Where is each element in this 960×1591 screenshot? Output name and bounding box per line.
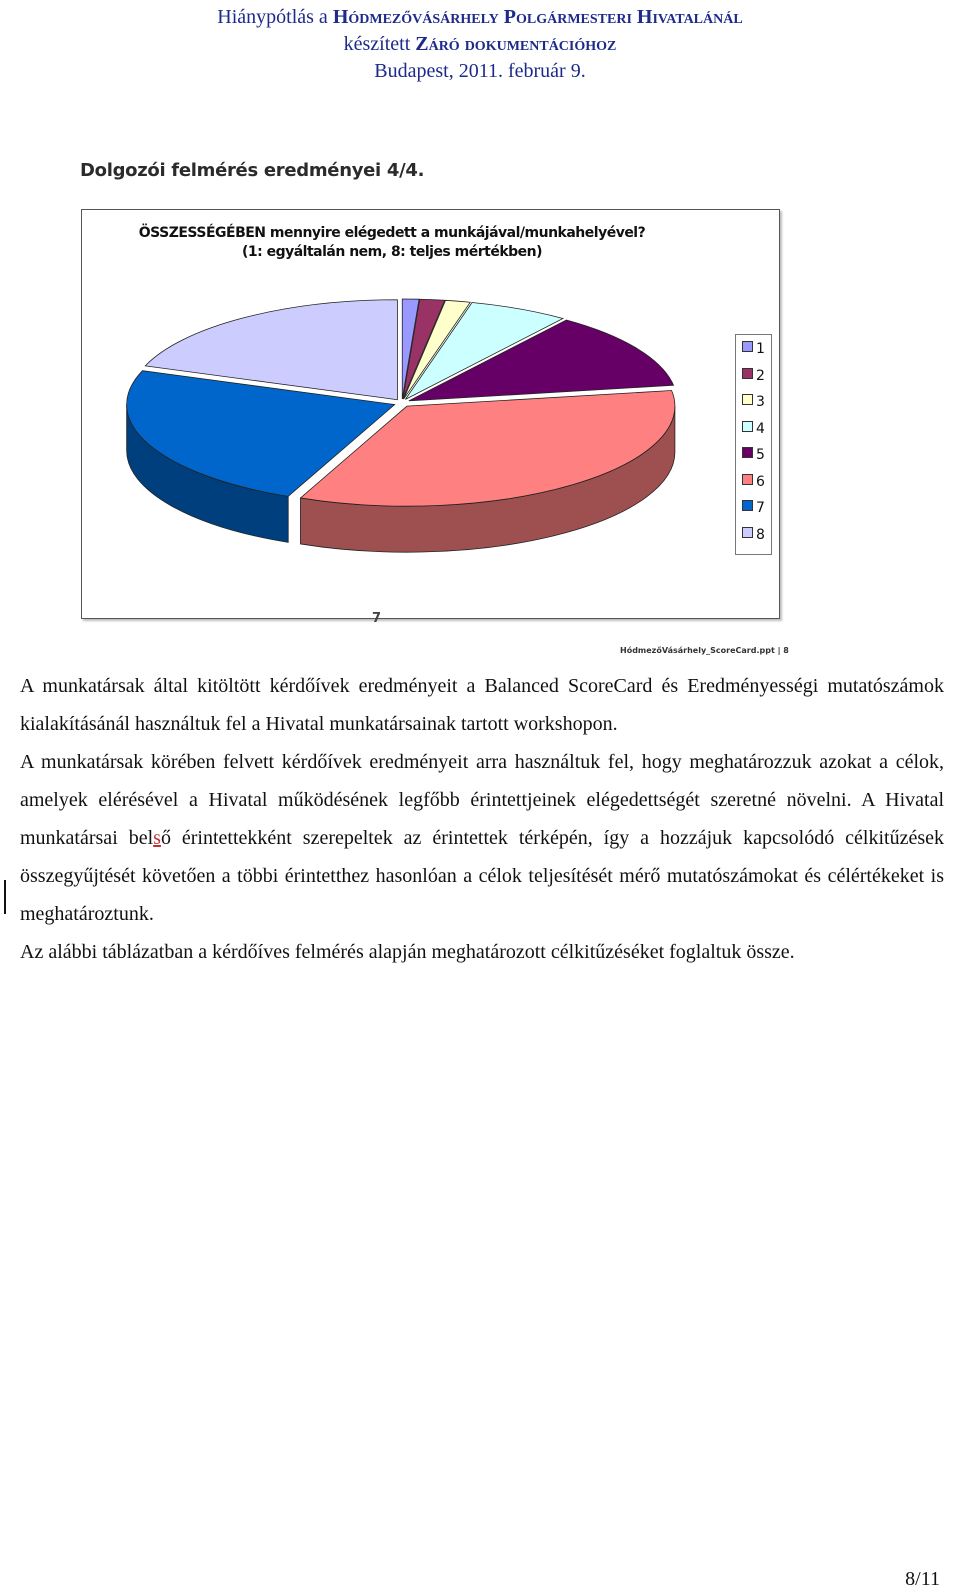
legend-item-5 <box>742 447 765 463</box>
legend-label: 2 <box>756 367 765 384</box>
header-line-1: Hiánypótlás a Hódmezővásárhely Polgármesteri Hivatalánál <box>217 6 743 28</box>
legend-label: 8 <box>756 526 765 543</box>
legend-item-3 <box>742 394 765 410</box>
document-header <box>0 4 960 85</box>
header-line-3: Budapest, 2011. február 9. <box>374 60 586 82</box>
legend-item-1 <box>742 341 765 357</box>
pie-chart <box>81 209 780 619</box>
legend-swatch <box>742 421 753 432</box>
legend-label: 5 <box>756 447 765 463</box>
chart-legend <box>735 334 772 555</box>
header-line-2: készített Záró dokumentációhoz <box>343 33 617 55</box>
pie-chart-svg <box>82 210 779 618</box>
legend-swatch <box>742 394 753 405</box>
legend-label: 7 <box>756 500 765 516</box>
chart-subtitle: (1: egyáltalán nem, 8: teljes mértékben) <box>241 244 543 260</box>
legend-item-6 <box>742 474 765 490</box>
legend-swatch <box>742 474 753 485</box>
paragraph-2: A munkatársak körében felvett kérdőívek eredményeit arra használtuk fel, hogy meghatározzuk azokat a célok, amelyek elérésével a Hivatal működésének legfőbb érintettjeinek elégedettségét szeretné növelni. A Hivatal munkatársai belső érintettekként szerepeltek az érintettek térképén, így a hozzájuk kapcsolódó célkitűzések összegyűjtését követően a többi érintetthez hasonlóan a célok teljesítését mérő mutatószámokat és célértékeket is meghatároztunk. <box>20 751 944 925</box>
change-bar <box>4 880 6 914</box>
legend-item-4 <box>742 421 765 437</box>
legend-label: 6 <box>756 473 765 490</box>
paragraph-1: A munkatársak által kitöltött kérdőívek eredményeit a Balanced ScoreCard és Eredményességi mutatószámok kialakításánál használtuk fel a Hivatal munkatársainak tartott workshopon. <box>20 675 944 735</box>
slide-number: 7 <box>372 611 382 626</box>
spell-mark: s <box>153 827 161 849</box>
legend-label: 4 <box>756 420 765 437</box>
legend-item-7 <box>742 500 765 516</box>
chart-title-block <box>82 224 702 262</box>
legend-label: 3 <box>756 394 765 410</box>
legend-label: 1 <box>756 341 765 357</box>
legend-item-2 <box>742 368 765 384</box>
legend-swatch <box>742 341 753 352</box>
paragraph-3: Az alábbi táblázatban a kérdőíves felmérés alapján meghatározott célkitűzéséket foglaltuk össze. <box>20 941 795 963</box>
figure-title: Dolgozói felmérés eredményei 4/4. <box>80 160 425 181</box>
legend-item-8 <box>742 527 765 543</box>
slide-footer: HódmezőVásárhely_ScoreCard.ppt | 8 <box>620 646 789 655</box>
legend-swatch <box>742 527 753 538</box>
legend-swatch <box>742 500 753 511</box>
body-text <box>20 667 944 971</box>
pie-tops <box>127 299 675 506</box>
page-number: 8/11 <box>905 1568 940 1590</box>
legend-swatch <box>742 368 753 379</box>
legend-swatch <box>742 447 753 458</box>
chart-title: ÖSSZESSÉGÉBEN mennyire elégedett a munkájával/munkahelyével? <box>138 225 646 241</box>
